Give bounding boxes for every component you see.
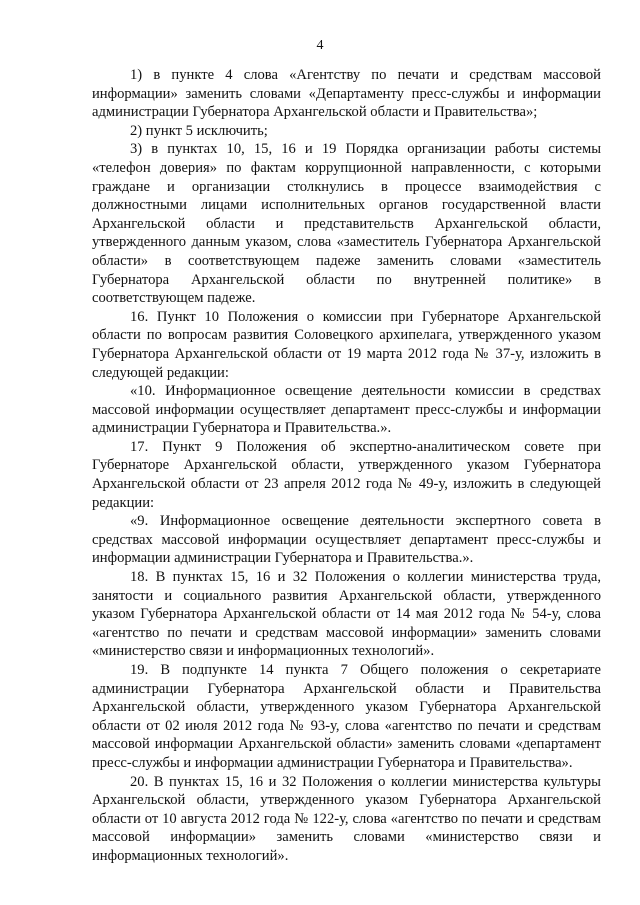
- paragraph-section-16: 16. Пункт 10 Положения о комиссии при Губернаторе Архангельской области по вопросам развития Соловецкого архипелага, утвержденного указом Губернатора Архангельской области от 19 марта 2012 года № 37-у, изложить в следующей редакции:: [92, 308, 601, 381]
- paragraph-section-17: 17. Пункт 9 Положения об экспертно-аналитическом совете при Губернаторе Архангельской области, утвержденного указом Губернатора Архангельской области от 23 апреля 2012 года № 49-у, изложить в следующей редакции:: [92, 438, 601, 511]
- paragraph-item-1: 1) в пункте 4 слова «Агентству по печати и средствам массовой информации» заменить словами «Департаменту пресс-службы и информации администрации Губернатора Архангельской области и Правительства»;: [92, 67, 601, 121]
- document-body: [92, 66, 601, 866]
- paragraph-section-18: 18. В пунктах 15, 16 и 32 Положения о коллегии министерства труда, занятости и социального развития Архангельской области, утвержденного указом Губернатора Архангельской области от 14 мая 2012 года № 54-у, слова «агентство по печати и средствам массовой информации» заменить словами «министерство связи и информационных технологий».: [92, 569, 601, 660]
- paragraph-item-2: 2) пункт 5 исключить;: [130, 122, 268, 139]
- paragraph-section-19: 19. В подпункте 14 пункта 7 Общего положения о секретариате администрации Губернатора Архангельской области и Правительства Архангельской области, утвержденного указом Губернатора Архангельской области от 02 июля 2012 года № 93-у, слова «агентство по печати и средствам массовой информации Архангельской области» заменить словами «департамент пресс-службы и информации администрации Губернатора и Правительства».: [92, 662, 601, 771]
- paragraph-item-3: 3) в пунктах 10, 15, 16 и 19 Порядка организации работы системы «телефон доверия» по фактам коррупционной направленности, с которыми граждане и организации столкнулись в процессе взаимодействия с должностными лицами исполнительных органов государственной власти Архангельской области и представительств Архангельской области, утвержденного данным указом, слова «заместитель Губернатора Архангельской области» в соответствующем падеже заменить словами «заместитель Губернатора Архангельской области по внутренней политике» в соответствующем падеже.: [92, 141, 601, 307]
- paragraph-section-17-quote: «9. Информационное освещение деятельности экспертного совета в средствах массовой информации осуществляет департамент пресс-службы и информации администрации Губернатора и Правительства.».: [92, 513, 601, 567]
- paragraph-section-16-quote: «10. Информационное освещение деятельности комиссии в средствах массовой информации осуществляет департамент пресс-службы и информации администрации Губернатора и Правительства.».: [92, 383, 601, 437]
- page-number: 4: [316, 38, 324, 53]
- paragraph-section-20: 20. В пунктах 15, 16 и 32 Положения о коллегии министерства культуры Архангельской области, утвержденного указом Губернатора Архангельской области от 10 августа 2012 года № 122-у, слова «агентство по печати и средствам массовой информации» заменить словами «министерство связи и информационных технологий».: [92, 773, 601, 864]
